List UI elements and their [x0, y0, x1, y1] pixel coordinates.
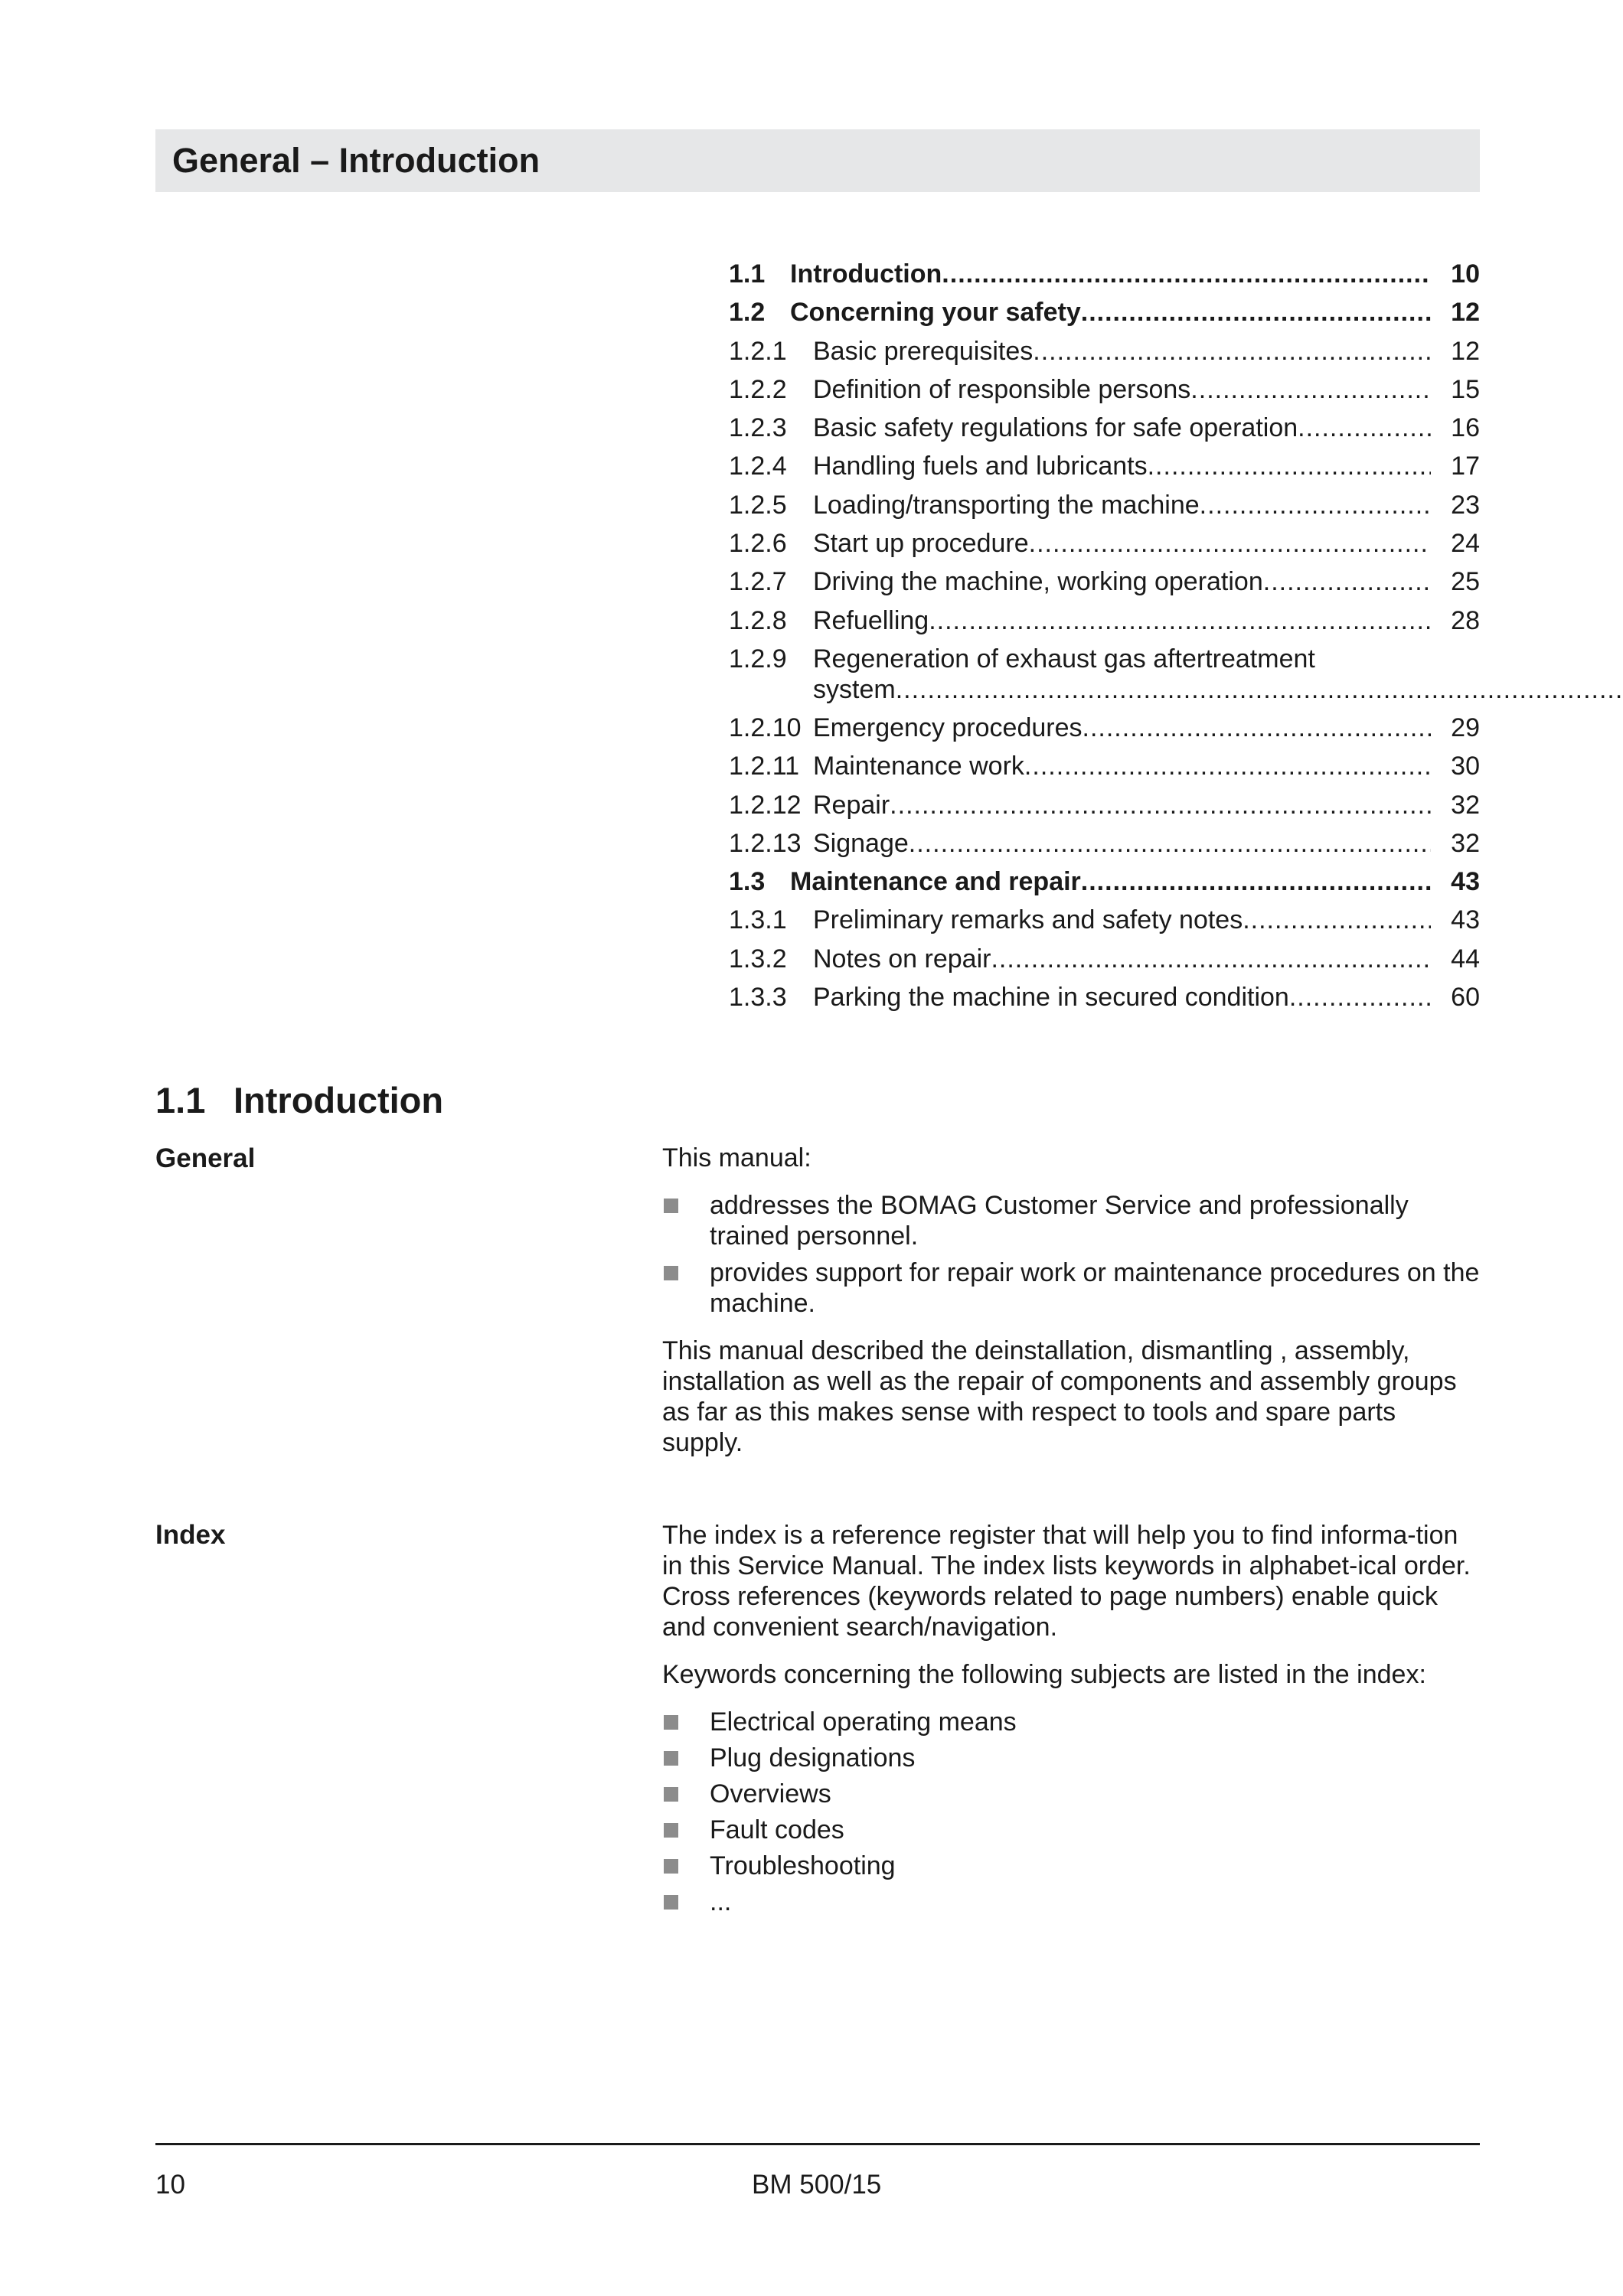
toc-entry-title: Maintenance work — [813, 752, 1024, 781]
toc-entry[interactable] — [729, 905, 1480, 944]
toc-entry-title: Repair — [813, 790, 890, 820]
toc-leader-dots — [1083, 713, 1431, 743]
toc-entry-page: 12 — [1451, 336, 1480, 366]
toc-leader-dots — [1263, 567, 1431, 597]
list-item: Overviews — [662, 1779, 1481, 1809]
toc-entry-title: Loading/transporting the machine — [813, 490, 1200, 520]
toc-entry-number: 1.2.3 — [729, 413, 787, 443]
toc-entry-page: 28 — [1451, 605, 1480, 635]
list-item: ... — [662, 1887, 1481, 1917]
toc-entry[interactable] — [729, 606, 1480, 644]
toc-entry[interactable] — [729, 829, 1480, 867]
toc-leader-dots — [1190, 375, 1431, 405]
toc-entry-title: Parking the machine in secured condition — [813, 983, 1289, 1013]
toc-entry-number: 1.2.2 — [729, 374, 787, 404]
toc-leader-dots — [942, 259, 1431, 289]
toc-entry-number: 1.3.3 — [729, 983, 787, 1013]
toc-entry-page: 10 — [1451, 259, 1480, 289]
toc-leader-dots — [991, 944, 1431, 974]
general-bullet-list — [662, 1190, 1481, 1319]
footer-model: BM 500/15 — [752, 2170, 882, 2200]
toc-leader-dots — [909, 829, 1431, 859]
toc-entry-number: 1.2.5 — [729, 490, 787, 520]
table-of-contents — [729, 259, 1480, 1021]
toc-entry[interactable] — [729, 713, 1480, 752]
toc-entry[interactable] — [729, 791, 1480, 829]
toc-entry-page: 23 — [1451, 490, 1480, 520]
toc-leader-dots — [1033, 337, 1431, 367]
toc-entry-page: 12 — [1451, 298, 1480, 328]
index-paragraph: The index is a reference register that will help you to find informa-tion in this Service Manual. The index lists keywords in alphabet-ical order. Cross references (keywords related to page numbers) enable quick and convenient search/navigation. — [662, 1521, 1471, 1642]
toc-entry-number: 1.2.10 — [729, 713, 802, 742]
toc-entry[interactable] — [729, 452, 1480, 490]
section-heading — [155, 1079, 443, 1121]
general-content — [662, 1143, 1481, 1475]
toc-entry-page: 32 — [1451, 828, 1480, 858]
toc-entry-title: Introduction — [790, 259, 942, 289]
toc-entry-page: 24 — [1451, 529, 1480, 559]
toc-leader-dots — [929, 606, 1431, 636]
toc-leader-dots — [1148, 452, 1431, 481]
toc-leader-dots — [1243, 905, 1431, 935]
toc-entry-title: Refuelling — [813, 605, 929, 635]
index-label: Index — [155, 1520, 226, 1550]
toc-entry-title: Handling fuels and lubricants — [813, 452, 1148, 481]
toc-leader-dots — [1029, 529, 1431, 559]
toc-entry-title: system — [813, 674, 896, 704]
toc-entry-page: 16 — [1451, 413, 1480, 443]
toc-entry-page: 15 — [1451, 374, 1480, 404]
toc-entry-title: Maintenance and repair — [790, 867, 1081, 897]
toc-entry[interactable] — [729, 752, 1480, 790]
toc-entry-title: Driving the machine, working operation — [813, 567, 1263, 597]
toc-leader-dots — [1024, 752, 1431, 781]
toc-entry-number: 1.2.4 — [729, 452, 787, 481]
toc-entry-number: 1.3.2 — [729, 944, 787, 974]
toc-entry[interactable] — [729, 491, 1480, 529]
toc-entry-number: 1.2.1 — [729, 336, 787, 366]
toc-entry-number: 1.2.8 — [729, 605, 787, 635]
toc-entry[interactable] — [729, 259, 1480, 298]
toc-entry-title: Notes on repair — [813, 944, 991, 974]
toc-entry-page: 25 — [1451, 567, 1480, 597]
chapter-header — [155, 129, 1480, 192]
toc-entry-number: 1.2.7 — [729, 567, 787, 597]
footer-rule — [155, 2143, 1480, 2145]
toc-entry[interactable] — [729, 567, 1480, 605]
toc-entry-number: 1.3 — [729, 867, 766, 897]
toc-leader-dots — [1200, 491, 1431, 520]
toc-entry-title: Preliminary remarks and safety notes — [813, 905, 1243, 935]
toc-entry-number: 1.3.1 — [729, 905, 787, 935]
toc-entry-page: 29 — [1451, 713, 1480, 742]
toc-entry[interactable] — [729, 337, 1480, 375]
toc-entry-title: Start up procedure — [813, 529, 1029, 559]
toc-entry-page: 60 — [1451, 983, 1480, 1013]
chapter-title: General – Introduction — [172, 141, 540, 180]
footer-page-number: 10 — [155, 2170, 185, 2200]
toc-entry-title: Emergency procedures — [813, 713, 1083, 742]
toc-entry-title: Basic safety regulations for safe operation — [813, 413, 1298, 443]
toc-entry-title: Basic prerequisites — [813, 336, 1034, 366]
toc-entry[interactable] — [729, 413, 1480, 452]
toc-entry[interactable] — [729, 944, 1480, 983]
toc-entry-number: 1.2.6 — [729, 529, 787, 559]
toc-entry-title: Regeneration of exhaust gas aftertreatment — [813, 644, 1315, 673]
toc-entry-page: 43 — [1451, 905, 1480, 935]
general-intro: This manual: — [662, 1143, 812, 1172]
toc-entry-page: 32 — [1451, 790, 1480, 820]
index-bullet-list — [662, 1707, 1481, 1917]
toc-entry[interactable] — [729, 644, 1480, 713]
toc-leader-dots — [1081, 867, 1431, 897]
toc-entry-page: 44 — [1451, 944, 1480, 974]
toc-entry-page: 43 — [1451, 867, 1480, 897]
list-item: Electrical operating means — [662, 1707, 1481, 1737]
general-label: General — [155, 1143, 256, 1173]
toc-entry-page: 30 — [1451, 752, 1480, 781]
toc-entry-title: Signage — [813, 828, 909, 858]
index-intro: Keywords concerning the following subjects are listed in the index: — [662, 1660, 1426, 1689]
toc-leader-dots — [1289, 983, 1431, 1013]
toc-entry-number: 1.2.9 — [729, 644, 787, 673]
general-paragraph: This manual described the deinstallation, dismantling , assembly, installation as well as the repair of components and assembly groups as far as this makes sense with respect to tools and spare parts supply. — [662, 1336, 1457, 1457]
toc-entry[interactable] — [729, 375, 1480, 413]
toc-leader-dots — [1298, 413, 1431, 443]
section-number: 1.1 — [155, 1080, 206, 1120]
toc-entry-number: 1.1 — [729, 259, 766, 289]
toc-leader-dots — [896, 675, 1623, 705]
toc-entry-number: 1.2.12 — [729, 790, 802, 820]
toc-entry-number: 1.2.13 — [729, 828, 802, 858]
list-item: provides support for repair work or maintenance procedures on the machine. — [662, 1257, 1481, 1319]
toc-entry-page: 17 — [1451, 452, 1480, 481]
toc-entry[interactable] — [729, 298, 1480, 336]
toc-entry-number: 1.2.11 — [729, 752, 800, 781]
toc-entry-number: 1.2 — [729, 298, 766, 328]
toc-entry[interactable] — [729, 867, 1480, 905]
toc-entry-title: Concerning your safety — [790, 298, 1081, 328]
toc-entry[interactable] — [729, 983, 1480, 1021]
toc-entry-title: Definition of responsible persons — [813, 374, 1191, 404]
toc-leader-dots — [1081, 298, 1431, 328]
index-content — [662, 1520, 1481, 1934]
toc-leader-dots — [890, 791, 1431, 820]
list-item: addresses the BOMAG Customer Service and professionally trained personnel. — [662, 1190, 1481, 1251]
list-item: Plug designations — [662, 1743, 1481, 1773]
toc-entry[interactable] — [729, 529, 1480, 567]
list-item: Troubleshooting — [662, 1851, 1481, 1881]
list-item: Fault codes — [662, 1815, 1481, 1845]
section-title: Introduction — [233, 1080, 444, 1120]
